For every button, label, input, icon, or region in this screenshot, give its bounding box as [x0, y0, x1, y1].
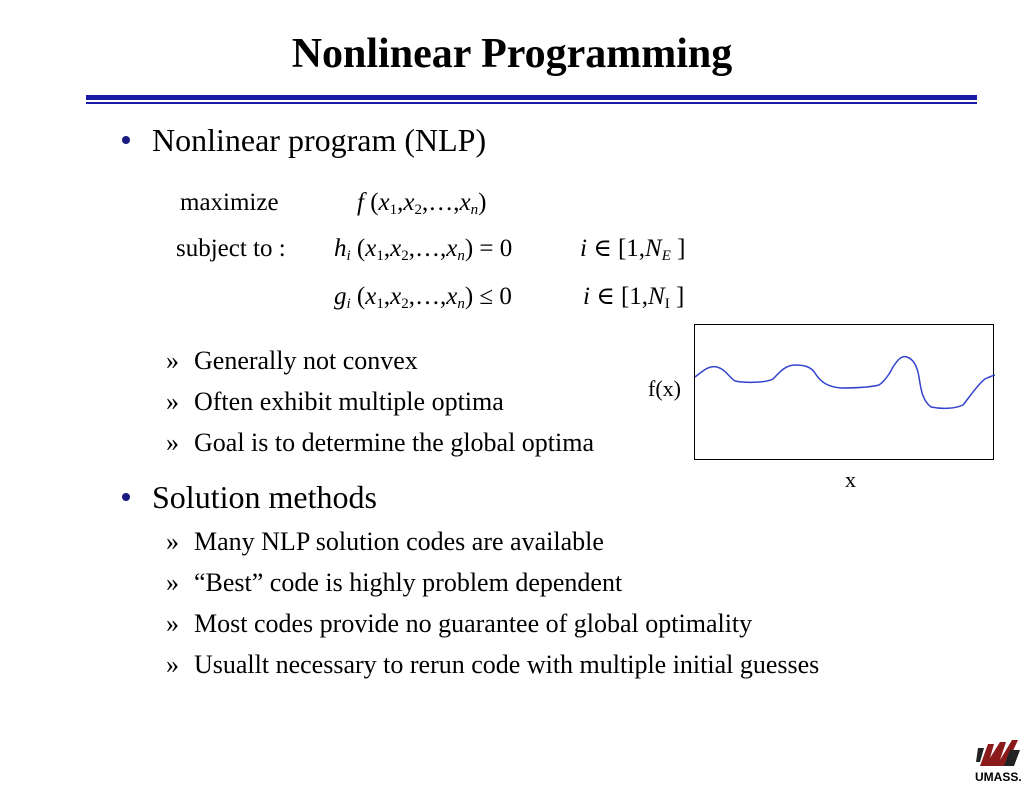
figure-xlabel: x — [845, 467, 856, 492]
equality-constraint: $h_i$ $(x_1,x_2,\dots,x_n) = 0$ — [334, 235, 513, 264]
sub-marker: » — [166, 346, 179, 375]
sub-item-text: Most codes provide no guarantee of global optimality — [194, 609, 753, 638]
sub-item-text: Goal is to determine the global optima — [194, 428, 595, 457]
equality-index: i ∈ [$1,N_E$ ] — [580, 235, 686, 264]
sub-item-text: Often exhibit multiple optima — [194, 387, 504, 416]
bullet-dot-icon — [122, 136, 130, 144]
sub-marker: » — [166, 609, 179, 638]
sub-item-text: Generally not convex — [194, 346, 418, 375]
bullet-nlp — [152, 122, 486, 158]
slide-title: Nonlinear Programming — [291, 31, 733, 77]
bullet-text: Solution methods — [152, 479, 377, 515]
bullet-dot-icon — [122, 493, 130, 501]
sub-marker: » — [166, 387, 179, 416]
umass-logo-icon — [974, 736, 1022, 786]
sub-marker: » — [166, 428, 179, 457]
sub-item-text: Usuallt necessary to rerun code with multiple initial guesses — [194, 650, 820, 679]
function-curve-svg — [695, 325, 995, 461]
sub-item-text: “Best” code is highly problem dependent — [194, 568, 623, 597]
figure-ylabel: f(x) — [648, 376, 681, 401]
umass-logo — [974, 736, 1022, 786]
sub-item-text: Many NLP solution codes are available — [194, 527, 604, 556]
function-curve — [695, 357, 995, 409]
sub-marker: » — [166, 527, 179, 556]
bullet-text: Nonlinear program (NLP) — [152, 122, 487, 158]
logo-text: UMASS. — [975, 770, 1022, 784]
multimodal-function-figure — [694, 324, 994, 460]
inequality-constraint: $g_i$ $(x_1,x_2,\dots,x_n) \le 0$ — [334, 283, 512, 312]
sub-marker: » — [166, 568, 179, 597]
title-rule-thin — [86, 102, 977, 104]
objective-expr: f $(x_1,x_2,\dots,x_n)$ — [357, 189, 487, 218]
maximize-label: maximize — [180, 189, 279, 216]
bullet-solution-methods — [152, 479, 377, 515]
title-rule-thick — [86, 95, 977, 100]
subject-to-label: subject to : — [176, 235, 286, 262]
inequality-index: i ∈ [$1,N_I$ ] — [583, 283, 685, 312]
sub-marker: » — [166, 650, 179, 679]
